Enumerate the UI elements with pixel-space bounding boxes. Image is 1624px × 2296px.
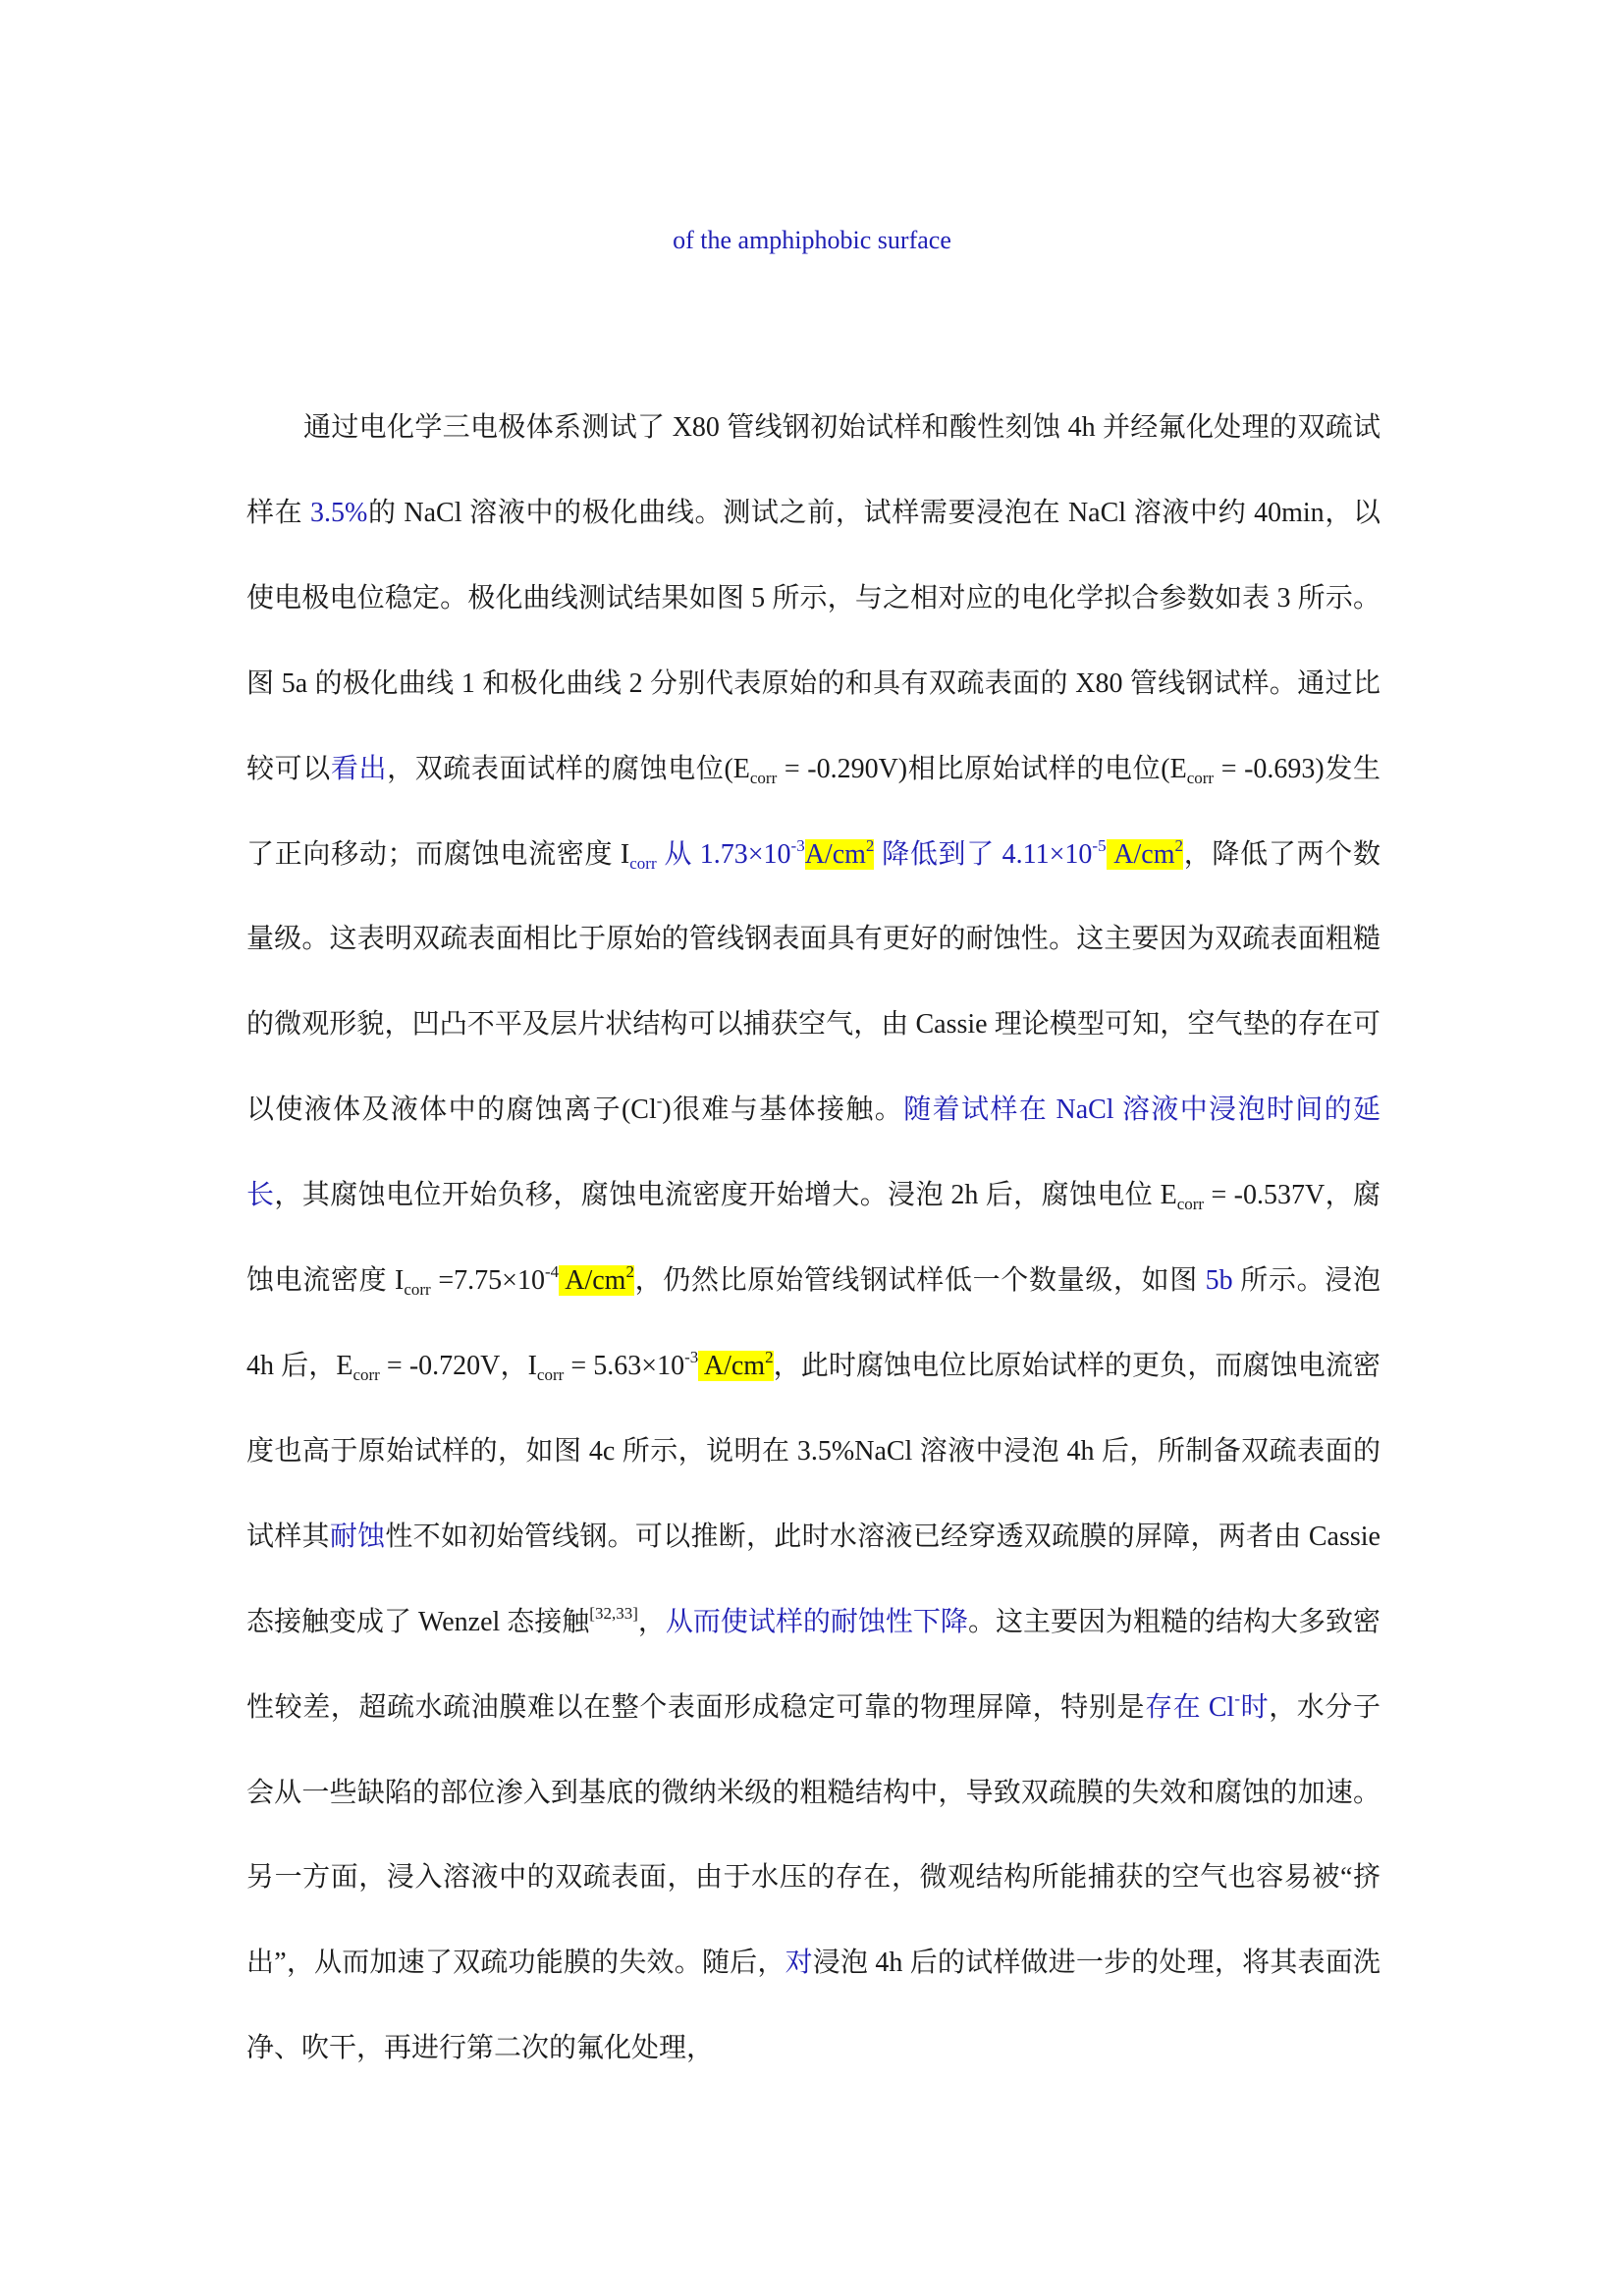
text-run: = -0.720V，I [379,1350,537,1381]
text-run-blue: 耐蚀 [329,1521,386,1552]
text-run-blue: 对 [785,1948,813,1979]
superscript: 2 [765,1347,774,1366]
text-run: 所示。浸泡 4h 后，E [246,1265,1380,1381]
text-run-blue: 降低到了 4.11×10 [874,838,1093,870]
superscript: -5 [1092,835,1107,855]
text-run-blue: 随着试样在 NaCl 溶液中浸泡时间的延长 [246,1095,1381,1211]
superscript: 2 [865,835,875,855]
text-run: 通过电化学三电极体系测试了 X80 管线钢初始试样和酸性刻蚀 4h 并经氟化处理的双疏试样在 [246,412,1380,528]
text-run: ，此时腐蚀电位比原始试样的更负，而腐蚀电流密度也高于原始试样的，如图 4c 所示，说明在 3.5%NaCl 溶液中浸泡 4h 后，所制备双疏表面的试样其 [246,1350,1380,1552]
text-run: 性不如初始管线钢。可以推断，此时水溶液已经穿透双疏膜的屏障，两者由 Cassie 态接触变成了 Wenzel 态接触 [246,1521,1380,1637]
text-run: =7.75×10 [430,1265,545,1297]
unit-text: A/cm [698,1350,766,1381]
text-run: ，水分子会从一些缺陷的部位渗入到基底的微纳米级的粗糙结构中，导致双疏膜的失效和腐蚀的加速。另一方面，浸入溶液中的双疏表面，由于水压的存在，微观结构所能捕获的空气也容易被“挤出”，从而加速了双疏功能膜的失效。随后， [246,1691,1380,1979]
figure-caption: of the amphiphobic surface [673,226,951,254]
subscript: corr [1176,1195,1205,1214]
text-run: )很难与基体接触。 [662,1095,904,1126]
text-run: 。这主要因为粗糙的结构大多致密性较差，超疏水疏油膜难以在整个表面形成稳定可靠的物理屏障，特别是 [246,1606,1380,1723]
text-run: = -0.693)发生了正向移动；而腐蚀电流密度 I [246,753,1380,870]
unit-text: A/cm [804,838,866,870]
subscript: corr [629,853,657,873]
superscript: 2 [1174,835,1184,855]
text-run-blue: 5b [1205,1265,1233,1297]
text-run: ，降低了两个数量级。这表明双疏表面相比于原始的管线钢表面具有更好的耐蚀性。这主要因为双疏表面粗糙的微观形貌，凹凸不平及层片状结构可以捕获空气，由 Cassie 理论模型可知，空气垫的存在可以使液体及液体中的腐蚀离子(Cl [246,838,1380,1126]
superscript: 2 [625,1262,634,1282]
text-run: ，其腐蚀电位开始负移，腐蚀电流密度开始增大。浸泡 2h 后，腐蚀电位 E [274,1180,1177,1211]
highlighted-unit [559,1262,634,1297]
text-run: 的 NaCl 溶液中的极化曲线。测试之前，试样需要浸泡在 NaCl 溶液中约 40min，以使电极电位稳定。极化曲线测试结果如图 5 所示，与之相对应的电化学拟合参数如表 3 所示。图 5a 的极化曲线 1 和极化曲线 2 分别代表原始的和具有双疏表面的 X80 管线钢试样。通过比较可以 [246,497,1380,784]
text-run-blue: 3.5% [310,497,368,528]
subscript: corr [749,768,778,787]
highlighted-unit [1106,835,1184,870]
subscript: corr [352,1364,380,1384]
text-run: ， [637,1606,666,1637]
subscript: corr [404,1280,431,1300]
superscript: - [656,1092,663,1111]
highlighted-unit [698,1347,774,1381]
citation: [32,33] [589,1603,638,1623]
text-run-blue: 看出 [330,753,388,784]
text-run: ，仍然比原始管线钢试样低一个数量级，如图 [633,1265,1206,1297]
text-run: = -0.537V，腐蚀电流密度 I [246,1180,1380,1297]
superscript: - [1234,1688,1240,1708]
text-run-blue: 时 [1239,1691,1270,1723]
unit-text: A/cm [559,1265,626,1297]
text-run: = 5.63×10 [564,1350,685,1381]
text-run: = -0.290V)相比原始试样的电位(E [777,753,1187,784]
superscript: -4 [544,1262,560,1282]
highlighted-unit [804,835,875,870]
text-run-blue: 存在 Cl [1145,1691,1235,1723]
subscript: corr [536,1364,565,1384]
body-paragraph [246,386,1380,2092]
text-run-blue: 从而使试样的耐蚀性下降 [665,1606,968,1637]
unit-text: A/cm [1106,838,1175,870]
text-run: 浸泡 4h 后的试样做进一步的处理，将其表面洗净、吹干，再进行第二次的氟化处理， [246,1948,1380,2064]
subscript: corr [1186,768,1215,787]
text-run-blue: 从 1.73×10 [656,838,791,870]
superscript: -3 [684,1347,699,1366]
superscript: -3 [790,835,805,855]
text-run: ，双疏表面试样的腐蚀电位(E [387,753,750,784]
